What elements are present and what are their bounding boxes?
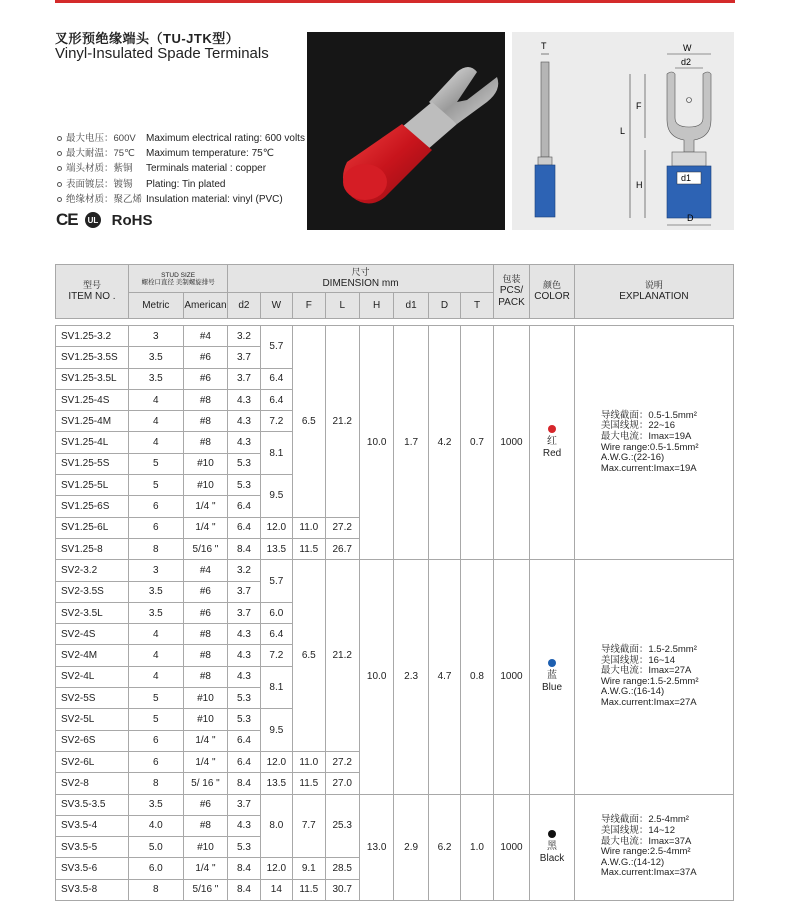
american-cell: #6 — [183, 794, 228, 815]
metric-cell: 8 — [128, 538, 183, 559]
spec-list — [57, 131, 305, 207]
w-cell: 5.7 — [260, 560, 292, 603]
product-photo — [307, 32, 505, 230]
american-cell: 1/4 " — [183, 517, 228, 538]
metric-cell: 5.0 — [128, 837, 183, 858]
header-dimension: 尺寸 DIMENSION mm — [228, 265, 494, 293]
metric-cell: 4 — [128, 624, 183, 645]
american-cell: #8 — [183, 432, 228, 453]
american-cell: #10 — [183, 453, 228, 474]
spec-item — [57, 131, 305, 146]
american-cell: 5/ 16 " — [183, 773, 228, 794]
item-no: SV2-8 — [56, 773, 129, 794]
explanation-cell: 导线截面：1.5-2.5mm² 美国线规：16~14 最大电流：Imax=27A Wire range:1.5-2.5mm² A.W.G.:(16-14) Max.current:Imax=27A — [574, 560, 733, 794]
d2-cell: 6.4 — [228, 517, 260, 538]
d2-cell: 3.2 — [228, 326, 260, 347]
l-cell: 25.3 — [325, 794, 359, 858]
d2-cell: 4.3 — [228, 624, 260, 645]
d1-cell: 2.3 — [394, 560, 428, 794]
metric-cell: 3 — [128, 560, 183, 581]
l-cell: 21.2 — [325, 326, 359, 518]
f-cell: 6.5 — [293, 326, 325, 518]
t-cell: 0.7 — [461, 326, 494, 560]
american-cell: 5/16 " — [183, 538, 228, 559]
american-cell: #10 — [183, 688, 228, 709]
metric-cell: 4 — [128, 389, 183, 410]
item-no: SV2-6L — [56, 751, 129, 772]
d2-cell: 3.2 — [228, 560, 260, 581]
metric-cell: 4 — [128, 666, 183, 687]
bullet-icon — [57, 182, 62, 187]
color-dot-icon — [548, 425, 556, 433]
bullet-icon — [57, 136, 62, 141]
metric-cell: 8 — [128, 773, 183, 794]
d2-cell: 6.4 — [228, 730, 260, 751]
header-W: W — [260, 293, 292, 319]
pack-cell: 1000 — [493, 560, 529, 794]
w-cell: 7.2 — [260, 411, 292, 432]
l-cell: 30.7 — [325, 879, 359, 900]
dim-label-d2: d2 — [681, 57, 692, 67]
d2-cell: 5.3 — [228, 837, 260, 858]
page-title-en: Vinyl-Insulated Spade Terminals — [55, 45, 269, 62]
d2-cell: 5.3 — [228, 688, 260, 709]
item-no: SV1.25-6L — [56, 517, 129, 538]
f-cell: 6.5 — [293, 560, 325, 752]
header-L: L — [325, 293, 359, 319]
d2-cell: 4.3 — [228, 815, 260, 836]
d2-cell: 3.7 — [228, 347, 260, 368]
american-cell: 1/4 " — [183, 730, 228, 751]
spec-cn: 端头材质：紫铜 — [66, 163, 133, 175]
d2-cell: 8.4 — [228, 858, 260, 879]
w-cell: 8.1 — [260, 666, 292, 709]
spec-item — [57, 146, 305, 161]
item-no: SV1.25-5S — [56, 453, 129, 474]
metric-cell: 4 — [128, 411, 183, 432]
spec-item — [57, 161, 305, 176]
metric-cell: 6 — [128, 751, 183, 772]
bullet-icon — [57, 151, 62, 156]
dimension-drawing — [512, 32, 734, 230]
american-cell: 5/16 " — [183, 879, 228, 900]
header-d2: d2 — [228, 293, 260, 319]
d2-cell: 6.4 — [228, 751, 260, 772]
item-no: SV2-3.5L — [56, 602, 129, 623]
d2-cell: 3.7 — [228, 794, 260, 815]
w-cell: 6.4 — [260, 368, 292, 389]
metric-cell: 3.5 — [128, 794, 183, 815]
d2-cell: 8.4 — [228, 538, 260, 559]
metric-cell: 6 — [128, 730, 183, 751]
w-cell: 8.1 — [260, 432, 292, 475]
f-cell: 11.0 — [293, 517, 325, 538]
d2-cell: 4.3 — [228, 411, 260, 432]
l-cell: 27.2 — [325, 751, 359, 772]
american-cell: #8 — [183, 645, 228, 666]
metric-cell: 5 — [128, 709, 183, 730]
header-d1: d1 — [394, 293, 428, 319]
w-cell: 12.0 — [260, 517, 292, 538]
w-cell: 6.4 — [260, 624, 292, 645]
metric-cell: 3 — [128, 326, 183, 347]
d2-cell: 3.7 — [228, 368, 260, 389]
h-cell: 10.0 — [359, 326, 393, 560]
d2-cell: 4.3 — [228, 645, 260, 666]
header-pack: 包装 PCS/ PACK — [493, 265, 529, 319]
spec-cn: 表面镀层：镀锡 — [66, 178, 133, 190]
d2-cell: 6.4 — [228, 496, 260, 517]
american-cell: 1/4 " — [183, 496, 228, 517]
spec-cn: 最大电压：600V — [66, 133, 136, 144]
header-D: D — [428, 293, 460, 319]
spec-en: Maximum electrical rating: 600 volts — [146, 133, 305, 144]
h-cell: 13.0 — [359, 794, 393, 900]
spec-en: Terminals material : copper — [146, 163, 267, 175]
d2-cell: 5.3 — [228, 453, 260, 474]
item-no: SV1.25-4S — [56, 389, 129, 410]
american-cell: #6 — [183, 602, 228, 623]
d2-cell: 3.7 — [228, 602, 260, 623]
ce-mark-icon: CE — [56, 210, 78, 229]
item-no: SV2-3.5S — [56, 581, 129, 602]
spec-item — [57, 177, 305, 192]
item-no: SV1.25-3.5L — [56, 368, 129, 389]
metric-cell: 3.5 — [128, 347, 183, 368]
color-cell: 红 Red — [530, 326, 575, 560]
header-explanation: 说明 EXPLANATION — [574, 265, 733, 319]
american-cell: #8 — [183, 815, 228, 836]
top-accent-bar — [55, 0, 735, 3]
american-cell: #6 — [183, 368, 228, 389]
d2-cell: 8.4 — [228, 773, 260, 794]
w-cell: 12.0 — [260, 858, 292, 879]
metric-cell: 5 — [128, 475, 183, 496]
l-cell: 27.0 — [325, 773, 359, 794]
american-cell: #4 — [183, 326, 228, 347]
d1-cell: 2.9 — [394, 794, 428, 900]
header-T: T — [461, 293, 494, 319]
bullet-icon — [57, 166, 62, 171]
item-no: SV1.25-4L — [56, 432, 129, 453]
metric-cell: 5 — [128, 688, 183, 709]
item-no: SV2-4S — [56, 624, 129, 645]
item-no: SV2-4L — [56, 666, 129, 687]
item-no: SV2-4M — [56, 645, 129, 666]
header-stud-size: STUD SIZE 螺栓口直径 美制螺旋排号 — [128, 265, 227, 293]
d2-cell: 4.3 — [228, 389, 260, 410]
w-cell: 14 — [260, 879, 292, 900]
item-no: SV2-6S — [56, 730, 129, 751]
dim-label-L: L — [620, 126, 626, 136]
metric-cell: 3.5 — [128, 581, 183, 602]
spec-item — [57, 192, 305, 207]
dim-label-W: W — [683, 43, 692, 53]
certification-logos — [56, 210, 152, 230]
f-cell: 7.7 — [293, 794, 325, 858]
item-no: SV3.5-5 — [56, 837, 129, 858]
f-cell: 11.5 — [293, 538, 325, 559]
spec-cn: 最大耐温：75℃ — [66, 148, 135, 160]
metric-cell: 5 — [128, 453, 183, 474]
w-cell: 9.5 — [260, 709, 292, 752]
w-cell: 13.5 — [260, 538, 292, 559]
explanation-cell: 导线截面：2.5-4mm² 美国线规：14~12 最大电流：Imax=37A Wire range:2.5-4mm² A.W.G.:(14-12) Max.current:Imax=37A — [574, 794, 733, 900]
table-row — [56, 326, 734, 347]
dim-label-T: T — [541, 41, 547, 51]
d2-cell: 4.3 — [228, 432, 260, 453]
metric-cell: 6 — [128, 517, 183, 538]
american-cell: #6 — [183, 347, 228, 368]
header-item: 型号 ITEM NO . — [56, 265, 129, 319]
american-cell: #8 — [183, 666, 228, 687]
american-cell: #10 — [183, 475, 228, 496]
d1-cell: 1.7 — [394, 326, 428, 560]
f-cell: 11.5 — [293, 879, 325, 900]
color-cell: 蓝 Blue — [530, 560, 575, 794]
dim-label-d1: d1 — [681, 173, 692, 183]
bullet-icon — [57, 197, 62, 202]
item-no: SV3.5-4 — [56, 815, 129, 836]
american-cell: #8 — [183, 624, 228, 645]
dim-label-D: D — [687, 213, 694, 223]
spec-cn: 绝缘材质：聚乙烯 — [66, 193, 143, 205]
american-cell: #10 — [183, 837, 228, 858]
w-cell: 13.5 — [260, 773, 292, 794]
f-cell: 9.1 — [293, 858, 325, 879]
dim-label-H: H — [636, 180, 643, 190]
american-cell: #8 — [183, 389, 228, 410]
item-no: SV3.5-6 — [56, 858, 129, 879]
d2-cell: 4.3 — [228, 666, 260, 687]
american-cell: #4 — [183, 560, 228, 581]
w-cell: 6.4 — [260, 389, 292, 410]
header-F: F — [293, 293, 325, 319]
rohs-mark-icon: RoHS — [111, 211, 153, 229]
w-cell: 12.0 — [260, 751, 292, 772]
w-cell: 9.5 — [260, 475, 292, 518]
item-no: SV2-5S — [56, 688, 129, 709]
color-dot-icon — [548, 830, 556, 838]
h-cell: 10.0 — [359, 560, 393, 794]
item-no: SV1.25-5L — [56, 475, 129, 496]
spec-en: Plating: Tin plated — [146, 178, 226, 190]
item-no: SV1.25-4M — [56, 411, 129, 432]
pack-cell: 1000 — [493, 794, 529, 900]
pack-cell: 1000 — [493, 326, 529, 560]
spec-table — [55, 264, 734, 901]
item-no: SV3.5-3.5 — [56, 794, 129, 815]
d-cell: 4.7 — [428, 560, 460, 794]
table-row — [56, 560, 734, 581]
d2-cell: 5.3 — [228, 475, 260, 496]
f-cell: 11.0 — [293, 751, 325, 772]
item-no: SV3.5-8 — [56, 879, 129, 900]
l-cell: 28.5 — [325, 858, 359, 879]
spec-en: Maximum temperature: 75℃ — [146, 148, 274, 160]
item-no: SV2-5L — [56, 709, 129, 730]
metric-cell: 6.0 — [128, 858, 183, 879]
metric-cell: 4 — [128, 432, 183, 453]
w-cell: 6.0 — [260, 602, 292, 623]
item-no: SV1.25-6S — [56, 496, 129, 517]
d-cell: 4.2 — [428, 326, 460, 560]
dim-label-F: F — [636, 101, 642, 111]
t-cell: 1.0 — [461, 794, 494, 900]
metric-cell: 3.5 — [128, 368, 183, 389]
metric-cell: 4.0 — [128, 815, 183, 836]
w-cell: 7.2 — [260, 645, 292, 666]
explanation-cell: 导线截面：0.5-1.5mm² 美国线规：22~16 最大电流：Imax=19A Wire range:0.5-1.5mm² A.W.G.:(22-16) Max.current:Imax=19A — [574, 326, 733, 560]
american-cell: 1/4 " — [183, 751, 228, 772]
metric-cell: 8 — [128, 879, 183, 900]
american-cell: #10 — [183, 709, 228, 730]
american-cell: #6 — [183, 581, 228, 602]
svg-text:UL: UL — [87, 216, 98, 225]
metric-cell: 3.5 — [128, 602, 183, 623]
w-cell: 8.0 — [260, 794, 292, 858]
item-no: SV1.25-3.5S — [56, 347, 129, 368]
spec-en: Insulation material: vinyl (PVC) — [146, 193, 283, 205]
american-cell: 1/4 " — [183, 858, 228, 879]
d2-cell: 5.3 — [228, 709, 260, 730]
american-cell: #8 — [183, 411, 228, 432]
item-no: SV1.25-3.2 — [56, 326, 129, 347]
header-metric: Metric — [128, 293, 183, 319]
l-cell: 21.2 — [325, 560, 359, 752]
header-american: American — [183, 293, 228, 319]
l-cell: 26.7 — [325, 538, 359, 559]
header-H: H — [359, 293, 393, 319]
color-cell: 黑 Black — [530, 794, 575, 900]
item-no: SV2-3.2 — [56, 560, 129, 581]
d2-cell: 8.4 — [228, 879, 260, 900]
metric-cell: 6 — [128, 496, 183, 517]
header-color: 颜色 COLOR — [530, 265, 575, 319]
color-dot-icon — [548, 659, 556, 667]
t-cell: 0.8 — [461, 560, 494, 794]
w-cell: 5.7 — [260, 326, 292, 369]
l-cell: 27.2 — [325, 517, 359, 538]
d-cell: 6.2 — [428, 794, 460, 900]
item-no: SV1.25-8 — [56, 538, 129, 559]
page-title-cn: 叉形预绝缘端头（TU-JTK型） — [55, 31, 240, 46]
ul-mark-icon — [84, 211, 102, 229]
d2-cell: 3.7 — [228, 581, 260, 602]
table-row — [56, 794, 734, 815]
metric-cell: 4 — [128, 645, 183, 666]
f-cell: 11.5 — [293, 773, 325, 794]
